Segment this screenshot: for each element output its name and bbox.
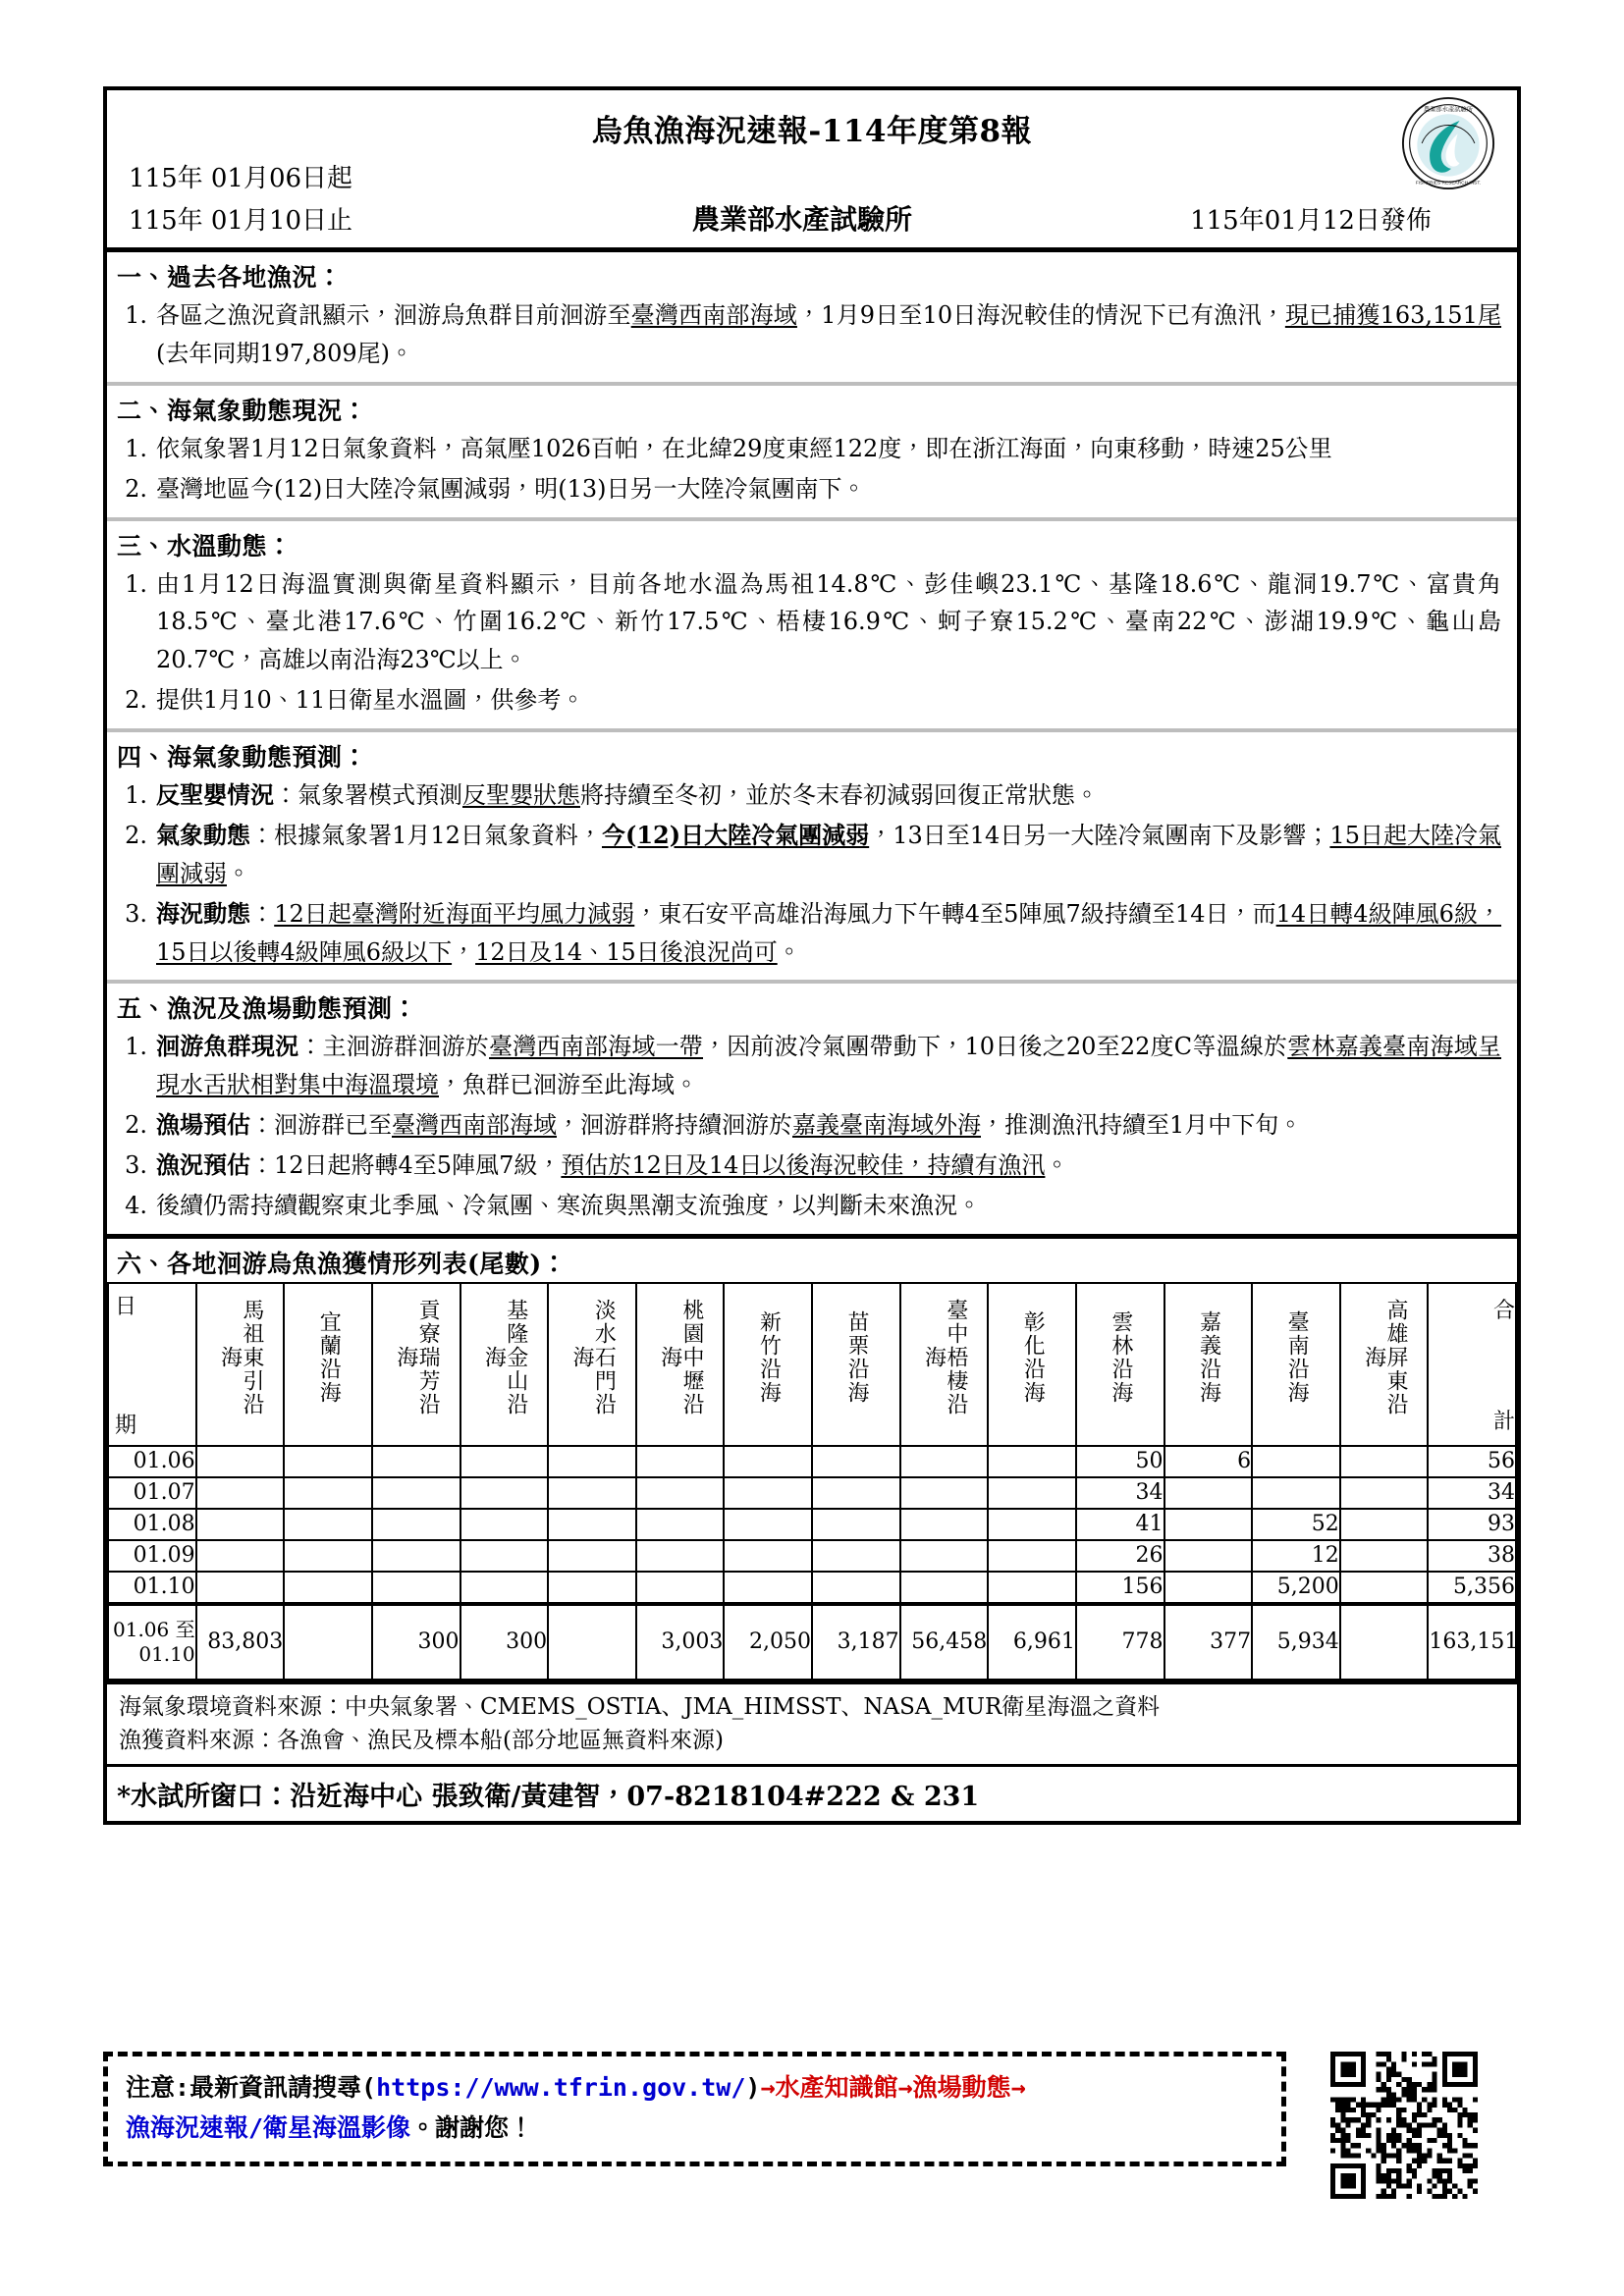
column-header-region — [900, 1283, 989, 1446]
list-item-text — [156, 1147, 1501, 1185]
date-range-line-2: 01.10 — [138, 1641, 195, 1666]
column-header-region — [284, 1283, 372, 1446]
cell-row-total: 93 — [1428, 1509, 1516, 1540]
column-header-label: 嘉義沿海 — [1196, 1309, 1221, 1405]
list-item — [117, 295, 1501, 374]
cell-catch-value — [548, 1540, 636, 1572]
list-item — [117, 1027, 1501, 1105]
section-4 — [107, 728, 1517, 980]
list-item-text — [156, 817, 1501, 893]
text-run: ：12日起將轉4至5陣風7級， — [250, 1151, 562, 1179]
header-row-end — [107, 196, 1517, 240]
cell-region-total: 300 — [372, 1604, 460, 1680]
section-3 — [107, 517, 1517, 729]
list-item — [117, 816, 1501, 894]
column-header-region — [988, 1283, 1076, 1446]
cell-catch-value — [1164, 1572, 1253, 1604]
header-meta — [107, 156, 1517, 247]
cell-catch-value — [284, 1572, 372, 1604]
column-header-region — [724, 1283, 812, 1446]
text-run: 今(12)日大陸冷氣團減弱 — [601, 820, 870, 849]
catch-table-body — [108, 1446, 1519, 1680]
column-header-label: 貢寮瑞芳沿海 — [393, 1298, 441, 1416]
table-row — [108, 1509, 1516, 1540]
text-run: 提供1月10、11日衛星水溫圖，供參考。 — [156, 686, 585, 715]
list-item-number: 3. — [125, 899, 147, 928]
cell-catch-value — [460, 1540, 549, 1572]
date-header-bottom: 期 — [115, 1413, 137, 1438]
text-run: 將持續至冬初，並於冬末春初減弱回復正常狀態。 — [580, 781, 1099, 809]
cell-catch-value — [460, 1477, 549, 1509]
cell-catch-value — [284, 1477, 372, 1509]
cell-catch-value — [548, 1446, 636, 1477]
cell-row-total: 38 — [1428, 1540, 1516, 1572]
column-header-region — [1252, 1283, 1340, 1446]
text-run: 依氣象署1月12日氣象資料，高氣壓1026百帕，在北緯29度東經122度，即在浙江海面，向東移動，時速25公里 — [156, 434, 1332, 462]
cell-date: 01.06 — [108, 1446, 196, 1477]
institute-name: 農業部水產試驗所 — [691, 203, 912, 236]
section-title-3: 三、水溫動態： — [117, 531, 293, 561]
list-item-number: 1. — [125, 1033, 147, 1061]
qr-code-icon — [1330, 2052, 1478, 2199]
text-run: 。 — [227, 859, 250, 887]
text-run: 反聖嬰狀態 — [462, 781, 580, 809]
text-run: ，魚群已洄游至此海域。 — [439, 1071, 698, 1099]
text-run: 各區之漁況資訊顯示，洄游烏魚群目前洄游至 — [156, 301, 631, 329]
report-frame — [103, 86, 1521, 1825]
cell-region-total: 377 — [1164, 1604, 1253, 1680]
column-header-region — [1076, 1283, 1164, 1446]
list-item-number: 1. — [125, 781, 147, 809]
text-run: 臺灣西南部海域 — [392, 1111, 557, 1140]
cell-region-total: 3,003 — [636, 1604, 725, 1680]
cell-region-total: 56,458 — [900, 1604, 989, 1680]
notice-box — [103, 2052, 1286, 2166]
cell-catch-value — [196, 1446, 285, 1477]
period-end-date: 115年 01月10日止 — [129, 206, 353, 236]
cell-catch-value — [636, 1446, 725, 1477]
cell-catch-value — [1252, 1446, 1340, 1477]
column-header-label: 桃園中壢沿海 — [657, 1298, 704, 1416]
list-item — [117, 1146, 1501, 1186]
cell-region-total: 5,934 — [1252, 1604, 1340, 1680]
cell-catch-value — [1252, 1477, 1340, 1509]
cell-catch-value — [1164, 1477, 1253, 1509]
institute-logo-icon — [1401, 96, 1495, 190]
cell-catch-value: 41 — [1076, 1509, 1164, 1540]
notice-nav-2: 漁場動態 — [912, 2073, 1011, 2102]
table-row — [108, 1446, 1516, 1477]
notice-arrow-2: → — [897, 2073, 913, 2102]
data-sources — [107, 1681, 1517, 1764]
list-item-text — [156, 1106, 1501, 1145]
cell-catch-value: 26 — [1076, 1540, 1164, 1572]
text-run: ，因前波冷氣團帶動下，10日後之20至22度C等溫線於 — [703, 1033, 1288, 1061]
cell-catch-value — [1340, 1446, 1429, 1477]
cell-catch-value — [724, 1509, 812, 1540]
cell-region-total — [548, 1604, 636, 1680]
cell-catch-value — [900, 1540, 989, 1572]
cell-catch-value — [636, 1509, 725, 1540]
cell-row-total: 5,356 — [1428, 1572, 1516, 1604]
cell-catch-value — [1164, 1509, 1253, 1540]
cell-catch-value — [1340, 1572, 1429, 1604]
column-header-region — [1164, 1283, 1253, 1446]
text-run: ，1月9日至10日海況較佳的情況下已有漁汛， — [796, 301, 1285, 329]
text-run: ， — [452, 937, 476, 966]
notice-prefix: 注意:最新資訊請搜尋( — [126, 2073, 377, 2102]
text-run: ，洄游群將持續洄游於 — [557, 1111, 792, 1140]
column-header-region — [812, 1283, 900, 1446]
cell-row-total: 56 — [1428, 1446, 1516, 1477]
date-range-line-1: 01.06 至 — [113, 1617, 195, 1641]
cell-catch-value — [636, 1477, 725, 1509]
section-2-items — [107, 429, 1517, 517]
cell-catch-value — [284, 1446, 372, 1477]
notice-nav-1: 水產知識館 — [775, 2073, 898, 2102]
cell-catch-value — [196, 1509, 285, 1540]
section-title-6: 六、各地洄游烏魚漁獲情形列表(尾數)： — [117, 1249, 568, 1278]
cell-catch-value — [548, 1509, 636, 1540]
cell-region-total: 778 — [1076, 1604, 1164, 1680]
cell-catch-value — [1340, 1540, 1429, 1572]
cell-catch-value — [1164, 1540, 1253, 1572]
text-run: 後續仍需持續觀察東北季風、冷氣團、寒流與黑潮支流強度，以判斷未來漁況。 — [156, 1191, 981, 1219]
cell-catch-value — [372, 1477, 460, 1509]
cell-date: 01.07 — [108, 1477, 196, 1509]
list-item-number: 2. — [125, 474, 147, 503]
section-title-4: 四、海氣象動態預測： — [117, 743, 368, 772]
cell-catch-value — [1340, 1509, 1429, 1540]
column-header-region — [636, 1283, 725, 1446]
table-row — [108, 1572, 1516, 1604]
cell-catch-value — [988, 1477, 1076, 1509]
list-item-number: 1. — [125, 301, 147, 329]
text-run: 臺灣地區今(12)日大陸冷氣團減弱，明(13)日另一大陸冷氣團南下。 — [156, 474, 866, 503]
cell-catch-value — [812, 1572, 900, 1604]
cell-catch-value — [724, 1446, 812, 1477]
date-header-top: 日 — [115, 1294, 137, 1319]
cell-catch-value — [284, 1540, 372, 1572]
cell-catch-value — [1340, 1477, 1429, 1509]
notice-close-paren: ) — [745, 2073, 761, 2102]
cell-catch-value — [988, 1540, 1076, 1572]
text-run: ：主洄游群洄游於 — [298, 1033, 490, 1061]
column-header-region — [1340, 1283, 1429, 1446]
notice-line-2 — [126, 2109, 1266, 2149]
table-row-summary — [108, 1604, 1516, 1680]
report-sections — [107, 247, 1517, 1234]
cell-catch-value — [724, 1572, 812, 1604]
text-run: 12日起臺灣附近海面平均風力減弱 — [274, 899, 635, 928]
text-run: ：氣象署模式預測 — [274, 781, 462, 809]
period-start-date: 115年 01月06日起 — [129, 164, 353, 193]
list-item-text — [156, 565, 1501, 680]
cell-catch-value — [284, 1509, 372, 1540]
list-item-text — [156, 776, 1501, 815]
cell-catch-value — [900, 1446, 989, 1477]
section-5-items — [107, 1027, 1517, 1233]
text-run: ： — [250, 899, 275, 928]
cell-date: 01.09 — [108, 1540, 196, 1572]
report-header — [107, 90, 1517, 247]
cell-region-total — [284, 1604, 372, 1680]
cell-region-total: 2,050 — [724, 1604, 812, 1680]
cell-catch-value — [372, 1509, 460, 1540]
text-run: 。 — [777, 937, 801, 966]
cell-date-range — [108, 1604, 196, 1680]
notice-line-1 — [126, 2068, 1266, 2109]
catch-table — [107, 1282, 1517, 1681]
cell-catch-value — [372, 1446, 460, 1477]
cell-catch-value — [460, 1572, 549, 1604]
cell-catch-value — [812, 1540, 900, 1572]
text-run: 臺灣西南部海域一帶 — [489, 1033, 704, 1061]
cell-catch-value — [812, 1509, 900, 1540]
cell-region-total: 300 — [460, 1604, 549, 1680]
text-run: 海況動態 — [156, 898, 251, 928]
cell-catch-value — [900, 1509, 989, 1540]
column-header-label: 淡水石門沿海 — [568, 1298, 617, 1416]
column-header-label: 雲林沿海 — [1108, 1309, 1133, 1405]
cell-catch-value — [812, 1477, 900, 1509]
text-run: 氣象動態 — [156, 820, 251, 849]
text-run: 雲林嘉義臺南海域呈現水舌狀相對集中海溫環境 — [156, 1033, 1502, 1099]
cell-region-total — [1340, 1604, 1429, 1680]
list-item-text — [156, 430, 1501, 468]
text-run: 12日及14、15日後浪況尚可 — [475, 937, 778, 966]
column-header-label: 臺南沿海 — [1284, 1309, 1310, 1405]
column-header-region — [372, 1283, 460, 1446]
column-header-label: 高雄屏東沿海 — [1361, 1298, 1408, 1416]
section-catch-table — [107, 1234, 1517, 1821]
cell-grand-total: 163,151 — [1428, 1604, 1516, 1680]
text-run: 14日轉4級陣風6級，15日以後轉4級陣風6級以下 — [156, 899, 1502, 966]
column-header-label: 苗栗沿海 — [844, 1309, 870, 1405]
list-item-text — [156, 681, 1501, 720]
cell-catch-value — [900, 1477, 989, 1509]
cell-catch-value — [636, 1540, 725, 1572]
text-run: 嘉義臺南海域外海 — [792, 1111, 981, 1140]
section-title-2: 二、海氣象動態現況： — [117, 396, 368, 425]
list-item-text — [156, 1028, 1501, 1104]
table-row — [108, 1540, 1516, 1572]
text-run: 漁場預估 — [156, 1110, 250, 1140]
notice-thanks: 。謝謝您！ — [410, 2112, 534, 2142]
list-item — [117, 1105, 1501, 1146]
cell-catch-value — [372, 1572, 460, 1604]
column-header-label: 臺中梧棲沿海 — [921, 1298, 968, 1416]
cell-catch-value: 52 — [1252, 1509, 1340, 1540]
list-item-number: 1. — [125, 434, 147, 462]
list-item — [117, 469, 1501, 509]
text-run: 。 — [1045, 1151, 1069, 1179]
cell-row-total: 34 — [1428, 1477, 1516, 1509]
cell-catch-value — [196, 1572, 285, 1604]
cell-date: 01.10 — [108, 1572, 196, 1604]
table-header-row — [108, 1283, 1516, 1446]
cell-catch-value: 6 — [1164, 1446, 1253, 1477]
section-4-items — [107, 775, 1517, 980]
cell-catch-value: 12 — [1252, 1540, 1340, 1572]
cell-catch-value — [988, 1446, 1076, 1477]
text-run: ，13日至14日另一大陸冷氣團南下及影響； — [869, 821, 1330, 849]
column-header-label: 馬祖東引沿海 — [217, 1298, 264, 1416]
cell-region-total: 6,961 — [988, 1604, 1076, 1680]
list-item-text — [156, 470, 1501, 508]
column-header-region — [548, 1283, 636, 1446]
list-item-number: 2. — [125, 686, 147, 715]
cell-catch-value — [460, 1446, 549, 1477]
list-item-text — [156, 1187, 1501, 1225]
list-item — [117, 429, 1501, 469]
section-2 — [107, 382, 1517, 517]
section-1-items — [107, 295, 1517, 382]
source-line-catch: 漁獲資料來源：各漁會、漁民及標本船(部分地區無資料來源) — [119, 1728, 724, 1754]
text-run: ：根據氣象署1月12日氣象資料， — [250, 821, 602, 849]
column-header-region — [460, 1283, 549, 1446]
list-item-number: 1. — [125, 569, 147, 598]
cell-catch-value: 156 — [1076, 1572, 1164, 1604]
publish-date: 115年01月12日發佈 — [1190, 206, 1432, 236]
catch-table-head — [108, 1283, 1516, 1446]
header-row-start — [107, 156, 1517, 196]
text-run: 臺灣西南部海域 — [630, 301, 797, 329]
list-item-number: 2. — [125, 1111, 147, 1140]
text-run: 預估於12日及14日以後海況較佳，持續有漁汛 — [561, 1151, 1046, 1179]
contact-line: *水試所窗口：沿近海中心 張致衛/黃建智，07-8218104#222 & 231 — [107, 1764, 1517, 1821]
text-run: 反聖嬰情況 — [156, 780, 274, 809]
catch-table-wrap — [107, 1282, 1517, 1681]
list-item — [117, 1186, 1501, 1226]
list-item-text — [156, 895, 1501, 972]
cell-catch-value — [548, 1572, 636, 1604]
notice-arrow-1: → — [760, 2073, 776, 2102]
cell-date: 01.08 — [108, 1509, 196, 1540]
column-header-total — [1428, 1283, 1516, 1446]
section-3-items — [107, 564, 1517, 729]
cell-catch-value — [724, 1477, 812, 1509]
column-header-region — [196, 1283, 285, 1446]
cell-catch-value — [812, 1446, 900, 1477]
notice-url-link[interactable]: https://www.tfrin.gov.tw/ — [376, 2073, 746, 2102]
text-run: 漁況預估 — [156, 1150, 250, 1179]
list-item-text — [156, 296, 1501, 373]
total-header-bottom: 計 — [1492, 1409, 1515, 1434]
text-run: 由1月12日海溫實測與衛星資料顯示，目前各地水溫為馬祖14.8℃、彭佳嶼23.1℃、基隆18.6℃、龍洞19.7℃、富貴角18.5℃、臺北港17.6℃、竹圍16.2℃、新竹17.5℃、梧棲16.9℃、蚵子寮15.2℃、臺南22℃、澎湖19.9℃、龜山島20.7℃，高雄以南沿海23℃以上。 — [156, 569, 1501, 674]
column-header-label: 新竹沿海 — [756, 1309, 782, 1405]
cell-region-total: 83,803 — [196, 1604, 285, 1680]
cell-catch-value — [988, 1572, 1076, 1604]
list-item-number: 3. — [125, 1151, 147, 1179]
section-title-1: 一、過去各地漁況： — [117, 263, 343, 292]
notice-arrow-3: → — [1010, 2073, 1026, 2102]
total-header-top: 合 — [1492, 1298, 1515, 1323]
cell-catch-value — [548, 1477, 636, 1509]
cell-catch-value: 34 — [1076, 1477, 1164, 1509]
svg-text:農業部水產試驗所: 農業部水產試驗所 — [1424, 106, 1473, 114]
cell-catch-value — [196, 1477, 285, 1509]
cell-catch-value — [372, 1540, 460, 1572]
column-header-label: 宜蘭沿海 — [316, 1309, 342, 1405]
cell-catch-value: 50 — [1076, 1446, 1164, 1477]
page-title: 烏魚漁海況速報-114年度第8報 — [591, 114, 1033, 149]
list-item-number: 4. — [125, 1191, 147, 1219]
text-run: 15日起大陸冷氣團減弱 — [156, 821, 1502, 887]
text-run: ，東石安平高雄沿海風力下午轉4至5陣風7級持續至14日，而 — [634, 899, 1276, 928]
list-item — [117, 680, 1501, 721]
section-1 — [107, 247, 1517, 382]
text-run: 現已捕獲163,151尾 — [1284, 301, 1502, 329]
cell-catch-value — [900, 1572, 989, 1604]
list-item — [117, 775, 1501, 816]
cell-catch-value: 5,200 — [1252, 1572, 1340, 1604]
text-run: ：洄游群已至 — [250, 1111, 392, 1140]
cell-catch-value — [988, 1509, 1076, 1540]
cell-catch-value — [460, 1509, 549, 1540]
list-item — [117, 564, 1501, 681]
text-run: 洄游魚群現況 — [156, 1032, 299, 1061]
cell-catch-value — [196, 1540, 285, 1572]
table-row — [108, 1477, 1516, 1509]
list-item — [117, 894, 1501, 973]
text-run: (去年同期197,809尾)。 — [156, 339, 413, 367]
list-item-number: 2. — [125, 821, 147, 849]
column-header-label: 基隆金山沿海 — [481, 1298, 528, 1416]
source-line-environment: 海氣象環境資料來源：中央氣象署、CMEMS_OSTIA、JMA_HIMSST、NASA_MUR衛星海溫之資料 — [119, 1693, 1161, 1720]
cell-catch-value — [636, 1572, 725, 1604]
text-run: ，推測漁汛持續至1月中下旬。 — [981, 1111, 1303, 1140]
cell-catch-value — [724, 1540, 812, 1572]
section-5 — [107, 980, 1517, 1233]
column-header-label: 彰化沿海 — [1020, 1309, 1046, 1405]
cell-region-total: 3,187 — [812, 1604, 900, 1680]
column-header-date — [108, 1283, 196, 1446]
section-title-5: 五、漁況及漁場動態預測： — [117, 994, 418, 1024]
svg-text:FISHERIES RESEARCH INST.: FISHERIES RESEARCH INST. — [1415, 181, 1482, 187]
notice-nav-3: 漁海況速報/衛星海溫影像 — [126, 2112, 411, 2142]
